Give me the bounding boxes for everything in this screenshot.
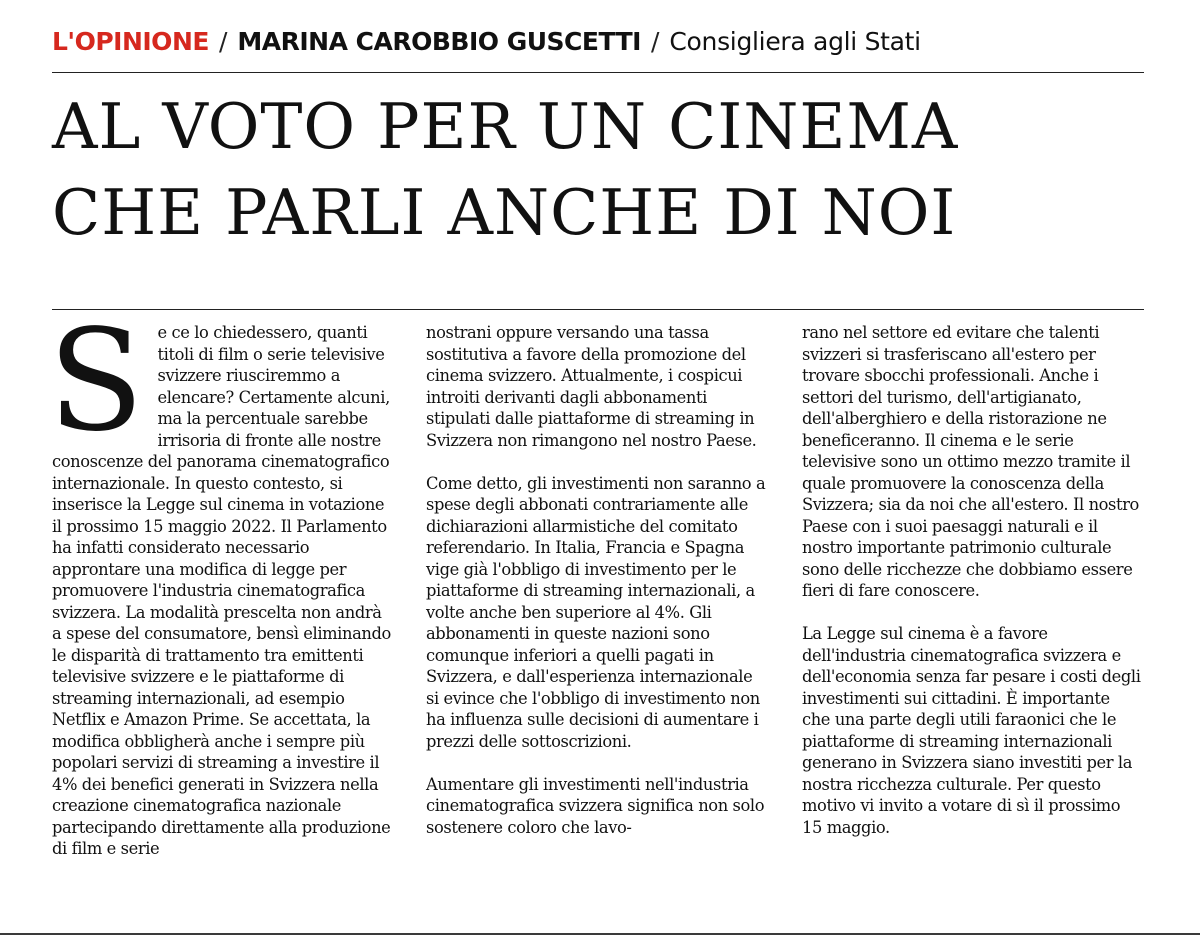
section-label: L'OPINIONE <box>52 27 209 56</box>
header-separator-2: / <box>650 27 660 56</box>
headline <box>52 84 1152 256</box>
headline-line-2: CHE PARLI ANCHE DI NOI <box>52 176 957 249</box>
paragraph: Aumentare gli investimenti nell'industria cinematografica svizzera significa non solo sostenere coloro che lavo- <box>426 774 765 837</box>
header-separator: / <box>218 27 228 56</box>
article-column-3 <box>802 322 1142 838</box>
headline-line-1: AL VOTO PER UN CINEMA <box>52 90 959 163</box>
paragraph: Come detto, gli investimenti non saranno a spese degli abbonati contrariamente alle dichiarazioni allarmistiche del comitato referendario. In Italia, Francia e Spagna vige già l'obbligo di investimento per le piattaforme di streaming internazionali, a volte anche ben superiore al 4%. Gli abbonamenti in queste nazioni sono comunque inferiori a quelli pagati in Svizzera, e dall'esperienza internazionale si evince che l'obbligo di investimento non ha influenza sulle decisioni di aumentare i prezzi delle sottoscrizioni. <box>426 473 766 751</box>
author-name: MARINA CAROBBIO GUSCETTI <box>237 27 641 56</box>
drop-cap: S <box>48 300 144 463</box>
author-role: Consigliera agli Stati <box>669 27 921 56</box>
article-column-2 <box>426 322 766 838</box>
headline-divider <box>52 309 1144 310</box>
bottom-border <box>0 933 1200 935</box>
paragraph: nostrani oppure versando una tassa sostitutiva a favore della promozione del cinema svizzero. Attualmente, i cospicui introiti derivanti dagli abbonamenti stipulati dalle piattaforme di streaming in Svizzera non rimangono nel nostro Paese. <box>426 323 757 450</box>
article-header <box>52 22 1152 62</box>
paragraph: La Legge sul cinema è a favore dell'industria cinematografica svizzera e dell'economia senza far pesare i costi degli investimenti sui cittadini. È importante che una parte degli utili faraonici che le piattaforme di streaming internazionali generano in Svizzera siano investiti per la nostra ricchezza culturale. Per questo motivo vi invito a votare di sì il prossimo 15 maggio. <box>802 624 1141 837</box>
paragraph <box>48 300 392 860</box>
paragraph-text: e ce lo chiedessero, quanti titoli di film o serie televisive svizzere riusciremmo a elencare? Certamente alcuni, ma la percentuale sarebbe irrisoria di fronte alle nostre conoscenze del panorama cinematografico internazionale. In questo contesto, si inserisce la Legge sul cinema in votazione il prossimo 15 maggio 2022. Il Parlamento ha infatti considerato necessario approntare una modifica di legge per promuovere l'industria cinematografica svizzera. La modalità prescelta non andrà a spese del consumatore, bensì eliminando le disparità di trattamento tra emittenti televisive svizzere e le piattaforme di streaming internazionali, ad esempio Netflix e Amazon Prime. Se accettata, la modifica obbligherà anche i sempre più popolari servizi di streaming a investire il 4% dei benefici generati in Svizzera nella creazione cinematografica nazionale partecipando direttamente alla produzione di film e serie <box>52 323 391 858</box>
top-divider <box>52 72 1144 73</box>
paragraph: rano nel settore ed evitare che talenti svizzeri si trasferiscano all'estero per trovare sbocchi professionali. Anche i settori del turismo, dell'artigianato, dell'alberghiero e della ristorazione ne beneficeranno. Il cinema e le serie televisive sono un ottimo mezzo tramite il quale promuovere la conoscenza della Svizzera; sia da noi che all'estero. Il nostro Paese con i suoi paesaggi naturali e il nostro importante patrimonio culturale sono delle ricchezze che dobbiamo essere fieri di fare conoscere. <box>802 323 1139 600</box>
article-column-1 <box>48 300 392 860</box>
